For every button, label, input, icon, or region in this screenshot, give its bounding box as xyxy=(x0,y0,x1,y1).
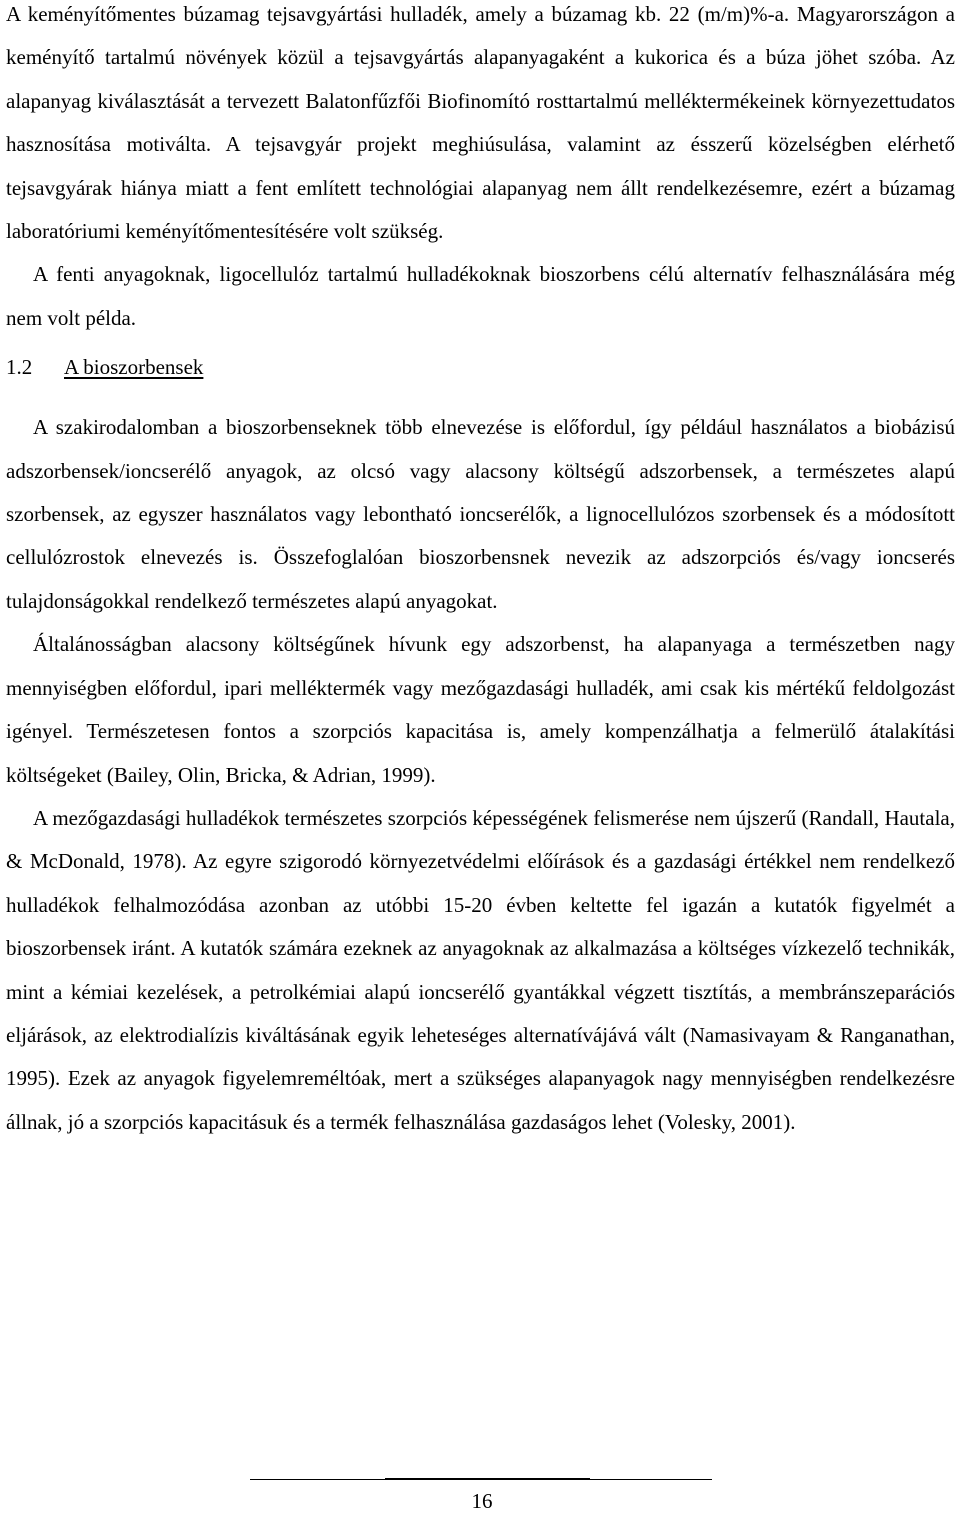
paragraph: A keményítőmentes búzamag tejsavgyártási hulladék, amely a búzamag kb. 22 (m/m)%-a. Magyarországon a keményítő tartalmú növények közül a tejsavgyártás alapanyagaként a kukorica és a búza jöhet szóba. Az alapanyag kiválasztását a tervezett Balatonfűzfői Biofinomító rosttartalmú melléktermékeinek környezettudatos hasznosítása motiválta. A tejsavgyár projekt meghiúsulása, valamint az ésszerű közelségben elérhető tejsavgyárak hiánya miatt a fent említett technológiai alapanyag nem állt rendelkezésemre, ezért a búzamag laboratóriumi keményítőmentesítésére volt szükség. xyxy=(6,2,955,244)
section-number: 1.2 xyxy=(6,355,33,380)
paragraph-text: A mezőgazdasági hulladékok természetes szorpciós képességének felismerése nem újszerű (Randall, Hautala, & McDonald, 1978). Az egyre szigorodó környezetvédelmi előírások és a gazdasági értékkel nem rendelkező hulladékok felhalmozódása azonban az utóbbi 15-20 évben keltette fel igazán a kutatók figyelmét a bioszorbensek iránt. A kutatók számára ezeknek az anyagoknak az alkalmazása a költséges vízkezelő technikák, mint a kémiai kezelések, a petrolkémiai alapú ioncserélő gyantákkal végzett tisztítás, a membránszeparációs eljárások, az elektrodialízis kiváltásának egyik leheteséges alternatívájává vált (Namasivayam & Ranganathan, 1995). Ezek az anyagok figyelemreméltóak, mert a szükséges alapanyagok nagy mennyiségben rendelkezésre állnak, jó a szorpciós kapacitásuk és a termék felhasználása gazdaságos lehet (Volesky, 2001). xyxy=(6,805,955,1134)
paragraph xyxy=(6,797,955,1144)
paragraph xyxy=(6,406,955,623)
paragraph-text: A fenti anyagoknak, ligocellulóz tartalmú hulladékoknak bioszorbens célú alternatív felhasználására még nem volt példa. xyxy=(6,262,955,330)
paragraph xyxy=(6,623,955,797)
paragraph xyxy=(6,253,955,340)
section-heading xyxy=(6,346,955,406)
section-title: A bioszorbensek xyxy=(64,355,204,380)
paragraph-text: A szakirodalomban a bioszorbenseknek több elnevezése is előfordul, így például használatos a biobázisú adszorbensek/ioncserélő anyagok, az olcsó vagy alacsony költségű adszorbensek, a természetes alapú szorbensek, az egyszer használatos vagy lebontható ioncserélők, a lignocellulózos szorbensek és a módosított cellulózrostok elnevezés is. Összefoglalóan bioszorbensnek nevezik az adszorpciós és/vagy ioncserés tulajdonságokkal rendelkező természetes alapú anyagokat. xyxy=(6,415,955,613)
footer-rule-accent xyxy=(385,1478,590,1480)
paragraph-text: Általánosságban alacsony költségűnek hívunk egy adszorbenst, ha alapanyaga a természetben nagy mennyiségben előfordul, ipari melléktermék vagy mezőgazdasági hulladék, ami csak kis mértékű feldolgozást igényel. Természetesen fontos a szorpciós kapacitása is, amely kompenzálhatja a felmerülő átalakítási költségeket (Bailey, Olin, Bricka, & Adrian, 1999). xyxy=(6,632,955,787)
document-body xyxy=(6,0,955,1144)
page-number: 16 xyxy=(471,1489,493,1513)
